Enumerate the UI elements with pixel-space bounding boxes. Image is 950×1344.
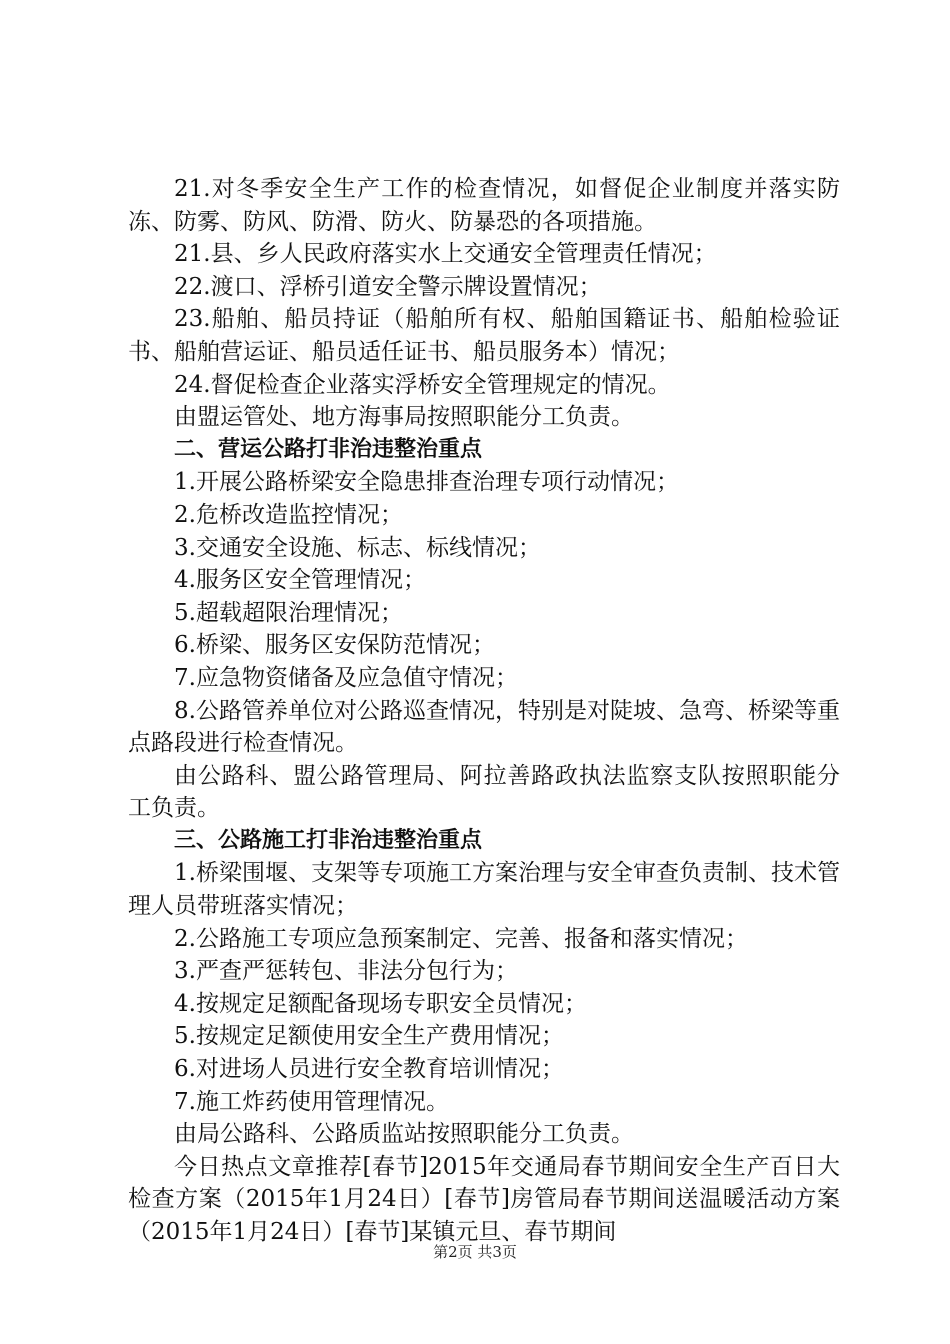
paragraph: 由盟运管处、地方海事局按照职能分工负责。 xyxy=(174,404,634,431)
paragraph: 由局公路科、公路质监站按照职能分工负责。 xyxy=(174,1121,634,1148)
paragraph: 6.对进场人员进行安全教育培训情况； xyxy=(174,1056,564,1083)
paragraph: 2.公路施工专项应急预案制定、完善、报备和落实情况； xyxy=(174,925,748,952)
paragraph: 5.按规定足额使用安全生产费用情况； xyxy=(174,1023,564,1050)
document-body xyxy=(128,173,840,1249)
page-footer: 第2页 共3页 xyxy=(433,1243,517,1261)
paragraph: 21.县、乡人民政府落实水上交通安全管理责任情况； xyxy=(174,241,717,268)
paragraph: 2.危桥改造监控情况； xyxy=(174,501,403,528)
paragraph: 23.船舶、船员持证（船舶所有权、船舶国籍证书、船舶检验证书、船舶营运证、船员适任证书、船员服务本）情况； xyxy=(128,306,840,365)
paragraph: 7.施工炸药使用管理情况。 xyxy=(174,1088,449,1115)
section-heading: 三、公路施工打非治违整治重点 xyxy=(174,827,483,853)
paragraph: 24.督促检查企业落实浮桥安全管理规定的情况。 xyxy=(174,371,671,398)
paragraph: 22.渡口、浮桥引道安全警示牌设置情况； xyxy=(174,273,602,300)
paragraph: 3.交通安全设施、标志、标线情况； xyxy=(174,534,541,561)
paragraph: 今日热点文章推荐[春节]2015年交通局春节期间安全生产百日大检查方案（2015年1月24日）[春节]房管局春节期间送温暖活动方案（2015年1月24日）[春节]某镇元旦、春节期间 xyxy=(128,1153,840,1245)
paragraph: 1.桥梁围堰、支架等专项施工方案治理与安全审查负责制、技术管理人员带班落实情况； xyxy=(128,860,840,920)
paragraph: 21.对冬季安全生产工作的检查情况，如督促企业制度并落实防冻、防雾、防风、防滑、防火、防暴恐的各项措施。 xyxy=(128,176,840,235)
paragraph: 4.服务区安全管理情况； xyxy=(174,567,426,594)
paragraph: 3.严查严惩转包、非法分包行为； xyxy=(174,958,518,985)
paragraph: 由公路科、盟公路管理局、阿拉善路政执法监察支队按照职能分工负责。 xyxy=(128,762,840,822)
section-heading: 二、营运公路打非治违整治重点 xyxy=(174,436,483,462)
paragraph: 7.应急物资储备及应急值守情况； xyxy=(174,664,518,691)
paragraph: 4.按规定足额配备现场专职安全员情况； xyxy=(174,990,587,1017)
paragraph: 8.公路管养单位对公路巡查情况，特别是对陡坡、急弯、桥梁等重点路段进行检查情况。 xyxy=(128,697,840,757)
paragraph: 5.超载超限治理情况； xyxy=(174,599,403,626)
paragraph: 1.开展公路桥梁安全隐患排查治理专项行动情况； xyxy=(174,469,679,496)
paragraph: 6.桥梁、服务区安保防范情况； xyxy=(174,632,495,659)
